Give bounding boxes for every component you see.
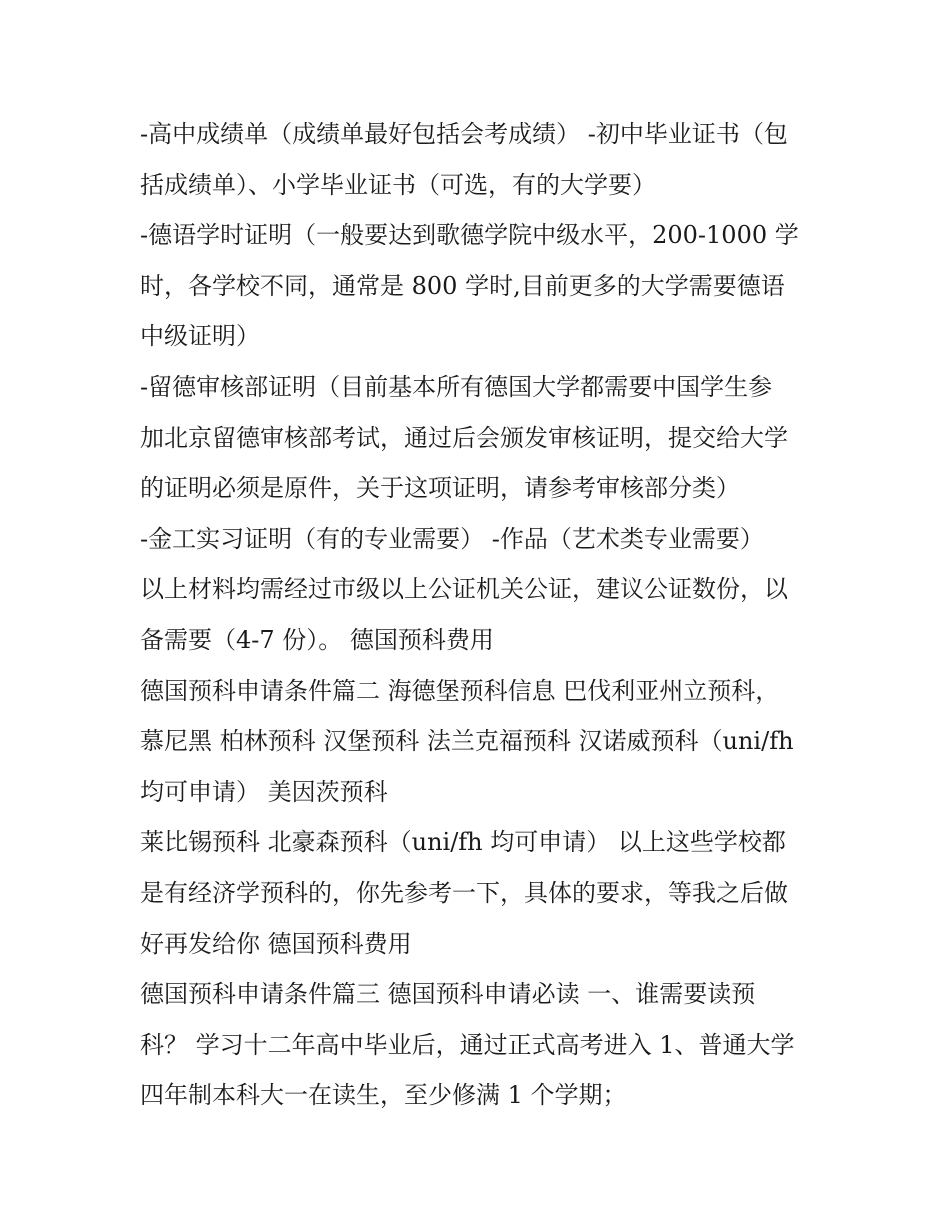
text-line: 四年制本科大一在读生，至少修满 1 个学期； [140,1081,627,1110]
text-line: 加北京留德审核部考试，通过后会颁发审核证明，提交给大学 [140,423,788,452]
text-line: 德国预科申请条件篇二 海德堡预科信息 巴伐利亚州立预科， [140,676,780,705]
text-line: -高中成绩单（成绩单最好包括会考成绩） -初中毕业证书（包 [140,120,788,148]
text-line: 科？ 学习十二年高中毕业后，通过正式高考进入 1、普通大学 [140,1030,795,1059]
text-line: -金工实习证明（有的专业需要） -作品（艺术类专业需要） [140,524,764,553]
text-line: 是有经济学预科的，你先参考一下，具体的要求，等我之后做 [140,878,788,907]
document-body [140,109,820,1121]
text-line: 好再发给你 德国预科费用 [140,929,412,958]
text-line: 德国预科申请条件篇三 德国预科申请必读 一、谁需要读预 [140,980,756,1009]
text-line: 的证明必须是原件，关于这项证明，请参考审核部分类） [140,474,740,503]
text-line: 以上材料均需经过市级以上公证机关公证，建议公证数份，以 [140,575,788,604]
text-line: 慕尼黑 柏林预科 汉堡预科 法兰克福预科 汉诺威预科（uni/fh [140,727,794,756]
text-line: -留德审核部证明（目前基本所有德国大学都需要中国学生参 [140,372,773,401]
text-line: -德语学时证明（一般要达到歌德学院中级水平，200-1000 学 [140,221,799,250]
text-line: 莱比锡预科 北豪森预科（uni/fh 均可申请） 以上这些学校都 [140,828,786,857]
text-line: 括成绩单）、小学毕业证书（可选，有的大学要） [140,170,656,199]
text-line: 中级证明） [140,322,260,351]
text-line: 备需要（4-7 份）。 德国预科费用 [140,625,494,654]
text-line: 时，各学校不同，通常是 800 学时,目前更多的大学需要德语 [140,271,785,300]
text-line: 均可申请） 美因茨预科 [140,777,388,806]
